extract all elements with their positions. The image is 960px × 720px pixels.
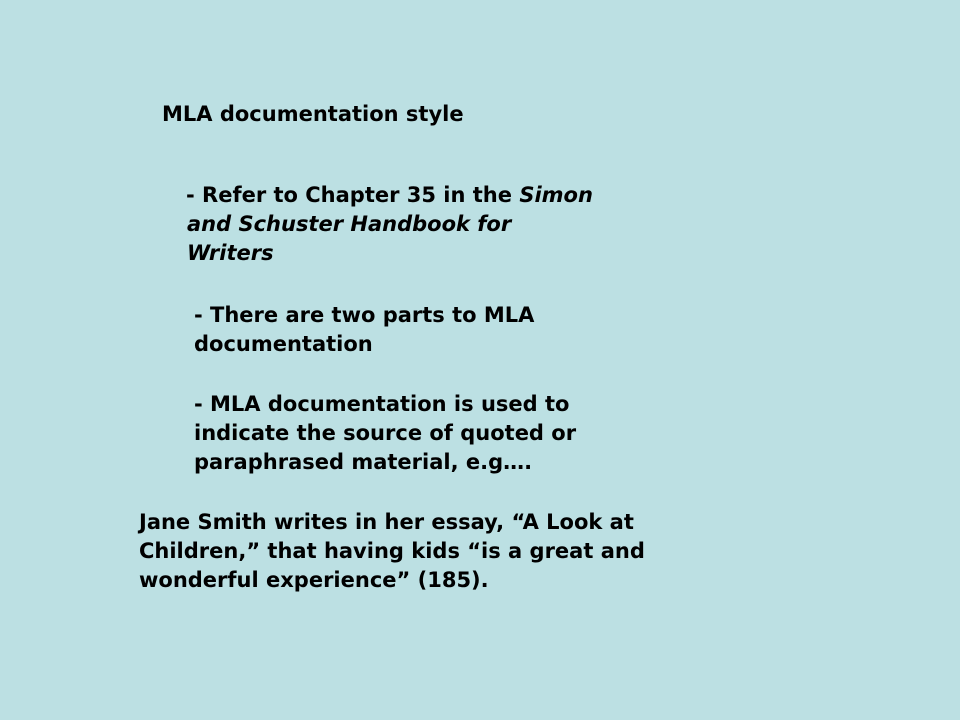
bullet-handbook-reference: [186, 181, 646, 268]
example-line3: wonderful experience” (185).: [139, 568, 489, 592]
example-line1: Jane Smith writes in her essay, “A Look at: [139, 510, 634, 534]
book-title-part2: and Schuster Handbook for: [187, 212, 512, 236]
bullet-2-line1: - There are two parts to MLA: [194, 303, 535, 327]
book-title-part3: Writers: [187, 241, 274, 265]
slide-title: MLA documentation style: [162, 102, 464, 126]
bullet-2-line2: documentation: [194, 332, 373, 356]
bullet-1-lead: - Refer to Chapter 35 in the: [186, 183, 520, 207]
bullet-source-purpose: [194, 390, 634, 477]
book-title-part1: Simon: [519, 183, 593, 207]
bullet-3-line2: indicate the source of quoted or: [194, 421, 577, 445]
example-citation: [139, 508, 719, 595]
bullet-3-line1: - MLA documentation is used to: [194, 392, 570, 416]
example-line2: Children,” that having kids “is a great and: [139, 539, 645, 563]
bullet-3-line3: paraphrased material, e.g….: [194, 450, 533, 474]
bullet-two-parts: [194, 301, 614, 359]
